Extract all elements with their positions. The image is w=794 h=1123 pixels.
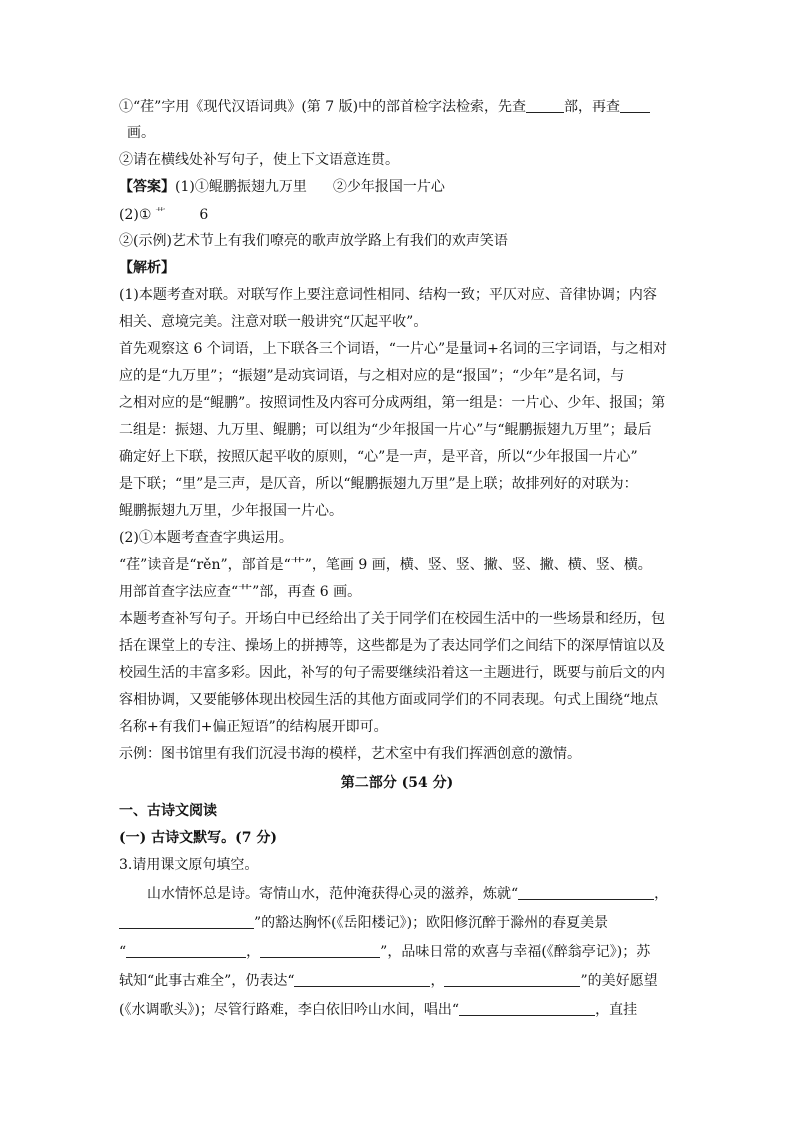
analysis-text: 首先观察这 6 个词语，上下联各三个词语，“一片心”是量词+名词的三字词语，与之相对 (119, 341, 667, 357)
answer-blank[interactable] (126, 943, 246, 958)
question-3-prompt (119, 856, 258, 874)
answer-blank[interactable] (459, 1001, 595, 1016)
answer-blank[interactable] (526, 98, 564, 113)
analysis-text: 本题考查补写句子。开场白中已经给出了关于同学们在校园生活中的一些场景和经历，包 (119, 611, 665, 627)
analysis-line (119, 745, 581, 763)
section-heading (119, 802, 217, 820)
analysis-line (119, 610, 665, 628)
answer-line-2 (119, 205, 208, 224)
analysis-line (119, 286, 657, 304)
subsection-heading (119, 829, 277, 847)
analysis-line (119, 556, 652, 574)
analysis-text: 用部首查字法应查“艹”部，再查 6 画。 (119, 584, 362, 600)
analysis-line (119, 637, 665, 655)
subsection-heading-text: (一) 古诗文默写。(7 分) (119, 830, 277, 846)
analysis-heading: 【解析】 (119, 260, 175, 276)
radical-symbol: 艹 (155, 208, 166, 219)
passage-text: 山水情怀总是诗。寄情山水，范仲淹获得心灵的滋养，炼就“ (147, 886, 519, 902)
part-heading-text: 第二部分 (54 分) (340, 775, 454, 791)
passage-text: ”，品味日常的欢喜与幸福(《醉翁亭记》)；苏 (380, 944, 651, 960)
passage-text: ， (654, 886, 669, 902)
analysis-line (119, 664, 665, 682)
answer-blank[interactable] (260, 943, 380, 958)
answer-text: ②少年报国一片心 (332, 179, 445, 195)
fill-line-1 (119, 885, 668, 903)
analysis-text: 相关、意境完美。注意对联一般讲究“仄起平收”。 (119, 314, 428, 330)
question-text: 画。 (127, 125, 155, 141)
question-text: 3.请用课文原句填空。 (119, 857, 259, 873)
analysis-text: 鲲鹏振翅九万里，少年报国一片心。 (119, 503, 343, 519)
analysis-line (119, 583, 361, 601)
fill-line-2 (119, 914, 608, 932)
question-line-2 (127, 124, 155, 142)
analysis-text: 二组是：振翅、九万里、鲲鹏；可以组为“少年报国一片心”与“鲲鹏振翅九万里”；最后 (119, 422, 652, 438)
answer-blank[interactable] (620, 98, 650, 113)
analysis-text: 名称+有我们+偏正短语”的结构展开即可。 (119, 719, 388, 735)
analysis-line (119, 718, 388, 736)
answer-blank[interactable] (294, 972, 430, 987)
answer-text: (2)① (119, 207, 152, 223)
passage-text: ”的美好愿望 (580, 973, 658, 989)
analysis-text: 之相对应的是“鲲鹏”。按照词性及内容可分成两组，第一组是：一片心、少年、报国；第 (119, 395, 666, 411)
question-text: 部，再查 (564, 99, 621, 115)
question-text: ②请在横线处补写句子，使上下文语意连贯。 (119, 152, 399, 168)
analysis-text: 示例：图书馆里有我们沉浸书海的模样，艺术室中有我们挥洒创意的激情。 (119, 746, 581, 762)
answer-line-1 (119, 178, 445, 196)
answer-blank[interactable] (518, 885, 654, 900)
section-heading-text: 一、古诗文阅读 (119, 803, 217, 819)
analysis-text: 括在课堂上的专注、操场上的拼搏等，这些都是为了表达同学们之间结下的深厚情谊以及 (119, 638, 665, 654)
analysis-line (119, 394, 665, 412)
analysis-line (119, 475, 638, 493)
analysis-text: (2)①本题考查查字典运用。 (119, 530, 293, 546)
fill-line-3 (119, 943, 650, 961)
analysis-line (119, 421, 652, 439)
analysis-text: 确定好上下联，按照仄起平收的原则，“心”是一声，是平音，所以“少年报国一片心” (119, 449, 638, 465)
answer-blank[interactable] (119, 914, 254, 929)
passage-text: ， (430, 973, 445, 989)
analysis-text: 校园生活的丰富多彩。因此，补写的句子需要继续沿着这一主题进行，既要与前后文的内 (119, 665, 665, 681)
analysis-text: 应的是“九万里”；“振翅”是动宾词语，与之相对应的是“报国”；“少年”是名词，与 (119, 368, 625, 384)
analysis-line (119, 340, 667, 358)
part-heading (0, 774, 794, 792)
question-text: ①“荏”字用《现代汉语词典》(第 7 版)中的部首检字法检索，先查 (119, 99, 527, 115)
question-line-1 (119, 98, 650, 116)
analysis-line (119, 691, 658, 709)
answer-text: 6 (199, 207, 209, 223)
analysis-line (119, 502, 343, 520)
passage-text: 轼知“此事古难全”，仍表达“ (119, 973, 295, 989)
passage-text: “ (119, 944, 127, 960)
passage-text: ， (246, 944, 261, 960)
question-line-3 (119, 151, 399, 169)
answer-tag: 【答案】 (119, 179, 175, 195)
analysis-line (119, 367, 624, 385)
fill-line-4 (119, 972, 658, 990)
analysis-text: 容相协调，又要能够体现出校园生活的其他方面或同学们的不同表现。句式上围绕“地点 (119, 692, 659, 708)
analysis-tag (119, 259, 175, 277)
analysis-text: (1)本题考查对联。对联写作上要注意词性相同、结构一致；平仄对应、音律协调；内容 (119, 287, 657, 303)
analysis-text: 是下联；“里”是三声，是仄音，所以“鲲鹏振翅九万里”是上联；故排列好的对联为： (119, 476, 638, 492)
answer-line-3 (119, 232, 508, 250)
analysis-line (119, 529, 293, 547)
passage-text: ”的豁达胸怀(《岳阳楼记》)；欧阳修沉醉于滁州的春夏美景 (254, 915, 609, 931)
answer-text: (1)①鲲鹏振翅九万里 (175, 179, 307, 195)
answer-text: ②(示例)艺术节上有我们嘹亮的歌声放学路上有我们的欢声笑语 (119, 233, 508, 249)
analysis-line (119, 448, 638, 466)
analysis-text: “荏”读音是“rěn”，部首是“艹”，笔画 9 画，横、竖、竖、撇、竖、撇、横、竖、横。 (119, 557, 652, 573)
passage-text: ，直挂 (595, 1002, 638, 1018)
passage-text: (《水调歌头》)；尽管行路难，李白依旧吟山水间，唱出“ (119, 1002, 460, 1018)
analysis-line (119, 313, 427, 331)
answer-blank[interactable] (444, 972, 580, 987)
fill-line-5 (119, 1001, 637, 1019)
